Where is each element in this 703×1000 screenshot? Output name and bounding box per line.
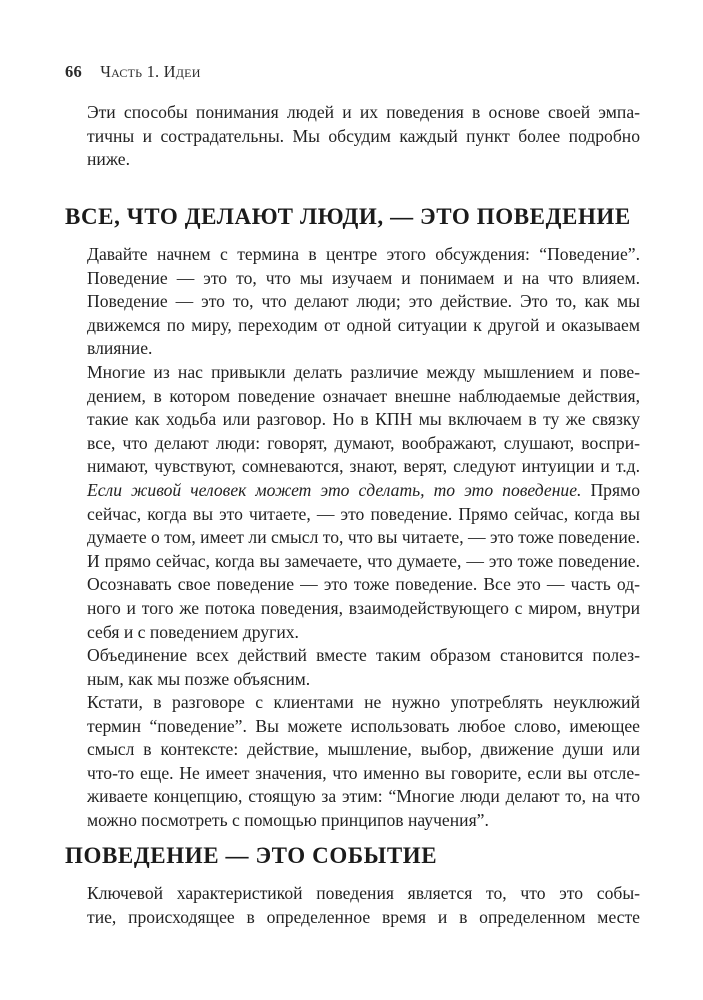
text-line: можно посмотреть с помощью принципов научения”. [87,809,489,830]
paragraph-usefulness [65,644,640,691]
part-title: Часть 1. Идеи [100,62,201,81]
italic-emphasis: Если живой человек может это сделать, то это поведение. [87,479,582,500]
text-line: Давайте начнем с термина в центре этого обсуждения: “Поведение”. [87,244,640,264]
paragraph-event [65,882,640,929]
text-line: Поведение — это то, что делают люди; это действие. Это то, как мы [87,291,640,312]
text-line: дением, в котором поведение означает внешне наблюдаемые действия, [87,385,640,406]
text-line: думаете о том, имеет ли смысл то, что вы читаете, — это тоже поведение. [87,527,640,548]
paragraph-clients [65,691,640,833]
text-line: Эти способы понимания людей и их поведения в основе своей эмпа- [87,102,640,122]
text-line: ного и того же потока поведения, взаимодействующего с миром, внутри [87,597,640,618]
paragraph-thinking-vs-behavior [65,361,640,644]
text-line: все, что делают люди: говорят, думают, воображают, слушают, воспри- [87,432,640,453]
text-fragment: Прямо [581,479,640,500]
paragraph-definition [65,243,640,361]
text-line: Объединение всех действий вместе таким образом становится полез- [87,645,640,665]
text-line: термин “поведение”. Вы можете использовать любое слово, имеющее [87,715,640,736]
text-line: ниже. [87,149,130,170]
page-number: 66 [65,62,82,81]
section-heading-event: ПОВЕДЕНИЕ — ЭТО СОБЫТИЕ [65,843,438,868]
running-header [65,62,201,82]
text-line: И прямо сейчас, когда вы замечаете, что думаете, — это тоже поведение. [87,550,640,571]
text-line: Многие из нас привыкли делать различие между мышлением и пове- [87,362,640,382]
text-line: живаете концепцию, стоящую за этим: “Многие люди делают то, на что [87,786,640,807]
intro-paragraph [65,101,640,172]
text-line: сейчас, когда вы это читаете, — это поведение. Прямо сейчас, когда вы [87,503,640,524]
text-line: смысл в контексте: действие, мышление, выбор, движение души или [87,739,640,760]
text-line: Ключевой характеристикой поведения является то, что это собы- [87,883,640,903]
text-line: себя и с поведением других. [87,621,299,642]
text-line: такие как ходьба или разговор. Но в КПН мы включаем в ту же связку [87,409,640,430]
text-line: движемся по миру, переходим от одной ситуации к другой и оказываем [87,314,640,335]
text-line: влияние. [87,338,153,359]
section-heading-behavior: ВСЕ, ЧТО ДЕЛАЮТ ЛЮДИ, — ЭТО ПОВЕДЕНИЕ [65,204,631,229]
text-line: нимают, чувствуют, сомневаются, знают, верят, следуют интуиции и т.д. [87,456,640,477]
text-line: Поведение — это то, что мы изучаем и понимаем и на что влияем. [87,267,640,288]
text-line: что-то еще. Не имеет значения, что именно вы говорите, если вы отсле- [87,762,640,783]
text-line: ным, как мы позже объясним. [87,668,311,689]
text-line: тие, происходящее в определенное время и в определенном месте [87,906,640,927]
text-line: Кстати, в разговоре с клиентами не нужно употреблять неуклюжий [87,692,640,712]
text-line: Осознавать свое поведение — это тоже поведение. Все это — часть од- [87,574,640,595]
text-line [65,479,640,503]
text-line: тичны и сострадательны. Мы обсудим каждый пункт более подробно [87,125,640,146]
